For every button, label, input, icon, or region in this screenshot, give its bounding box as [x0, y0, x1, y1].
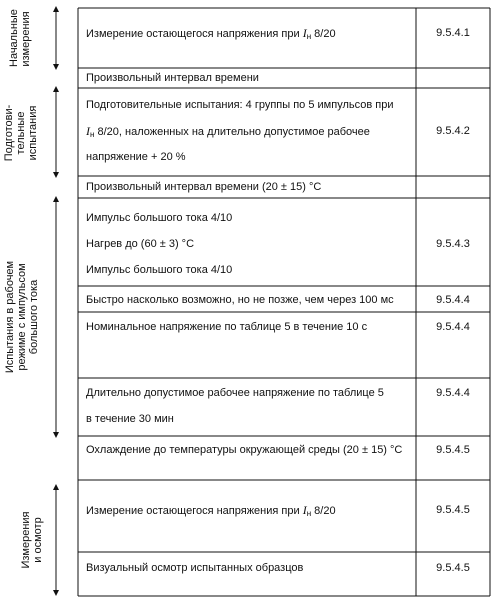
- clause-ref: 9.5.4.2: [436, 125, 470, 137]
- label-line: испытания: [27, 105, 39, 161]
- clause-ref: 9.5.4.4: [436, 294, 470, 306]
- label-line: и осмотр: [32, 517, 44, 563]
- label-line: Подготови-: [3, 104, 15, 162]
- row-text: в течение 30 мин: [86, 413, 174, 425]
- row-text: Произвольный интервал времени (20 ± 15) °C: [86, 181, 322, 193]
- clause-ref: 9.5.4.5: [436, 504, 470, 516]
- section-label-initial: [8, 11, 34, 67]
- label-line: Испытания в рабочем: [4, 260, 16, 374]
- clause-ref: 9.5.4.4: [436, 321, 470, 333]
- row-text: Номинальное напряжение по таблице 5 в течение 10 с: [86, 321, 368, 333]
- clause-ref: 9.5.4.4: [436, 387, 470, 399]
- section-label-measurement: [20, 505, 46, 575]
- row-text: Быстро насколько возможно, но не позже, чем через 100 мс: [86, 294, 394, 306]
- row-text: напряжение + 20 %: [86, 151, 186, 163]
- label-line: Измерения: [20, 511, 32, 569]
- row-text: Импульс большого тока 4/10: [86, 264, 233, 276]
- label-line: режиме с импульсом: [16, 263, 28, 371]
- section-label-preparatory: [3, 103, 41, 163]
- row-text: Длительно допустимое рабочее напряжение по таблице 5: [86, 387, 384, 399]
- clause-ref: 9.5.4.5: [436, 562, 470, 574]
- row-text: Нагрев до (60 ± 3) °C: [86, 238, 195, 250]
- row-text: Измерение остающегося напряжения при $I_н$ 8/20: [86, 26, 336, 41]
- clause-ref: 9.5.4.5: [436, 444, 470, 456]
- label-line: тельные: [15, 111, 27, 155]
- row-text: Подготовительные испытания: 4 группы по 5 импульсов при: [86, 99, 394, 111]
- row-text: Произвольный интервал времени: [86, 72, 259, 84]
- row-text: Охлаждение до температуры окружающей среды (20 ± 15) °C: [86, 444, 403, 456]
- label-line: Начальные: [8, 9, 20, 67]
- section-label-operating-duty: [4, 252, 42, 382]
- label-line: большого тока: [28, 279, 40, 355]
- clause-ref: 9.5.4.3: [436, 238, 470, 250]
- label-line: измерения: [20, 11, 32, 67]
- row-text: Визуальный осмотр испытанных образцов: [86, 562, 304, 574]
- clause-ref: 9.5.4.1: [436, 27, 470, 39]
- row-text: Импульс большого тока 4/10: [86, 212, 233, 224]
- row-text: $I_н$ 8/20, наложенных на длительно допустимое рабочее: [86, 124, 370, 139]
- row-text: Измерение остающегося напряжения при $I_н$ 8/20: [86, 503, 336, 518]
